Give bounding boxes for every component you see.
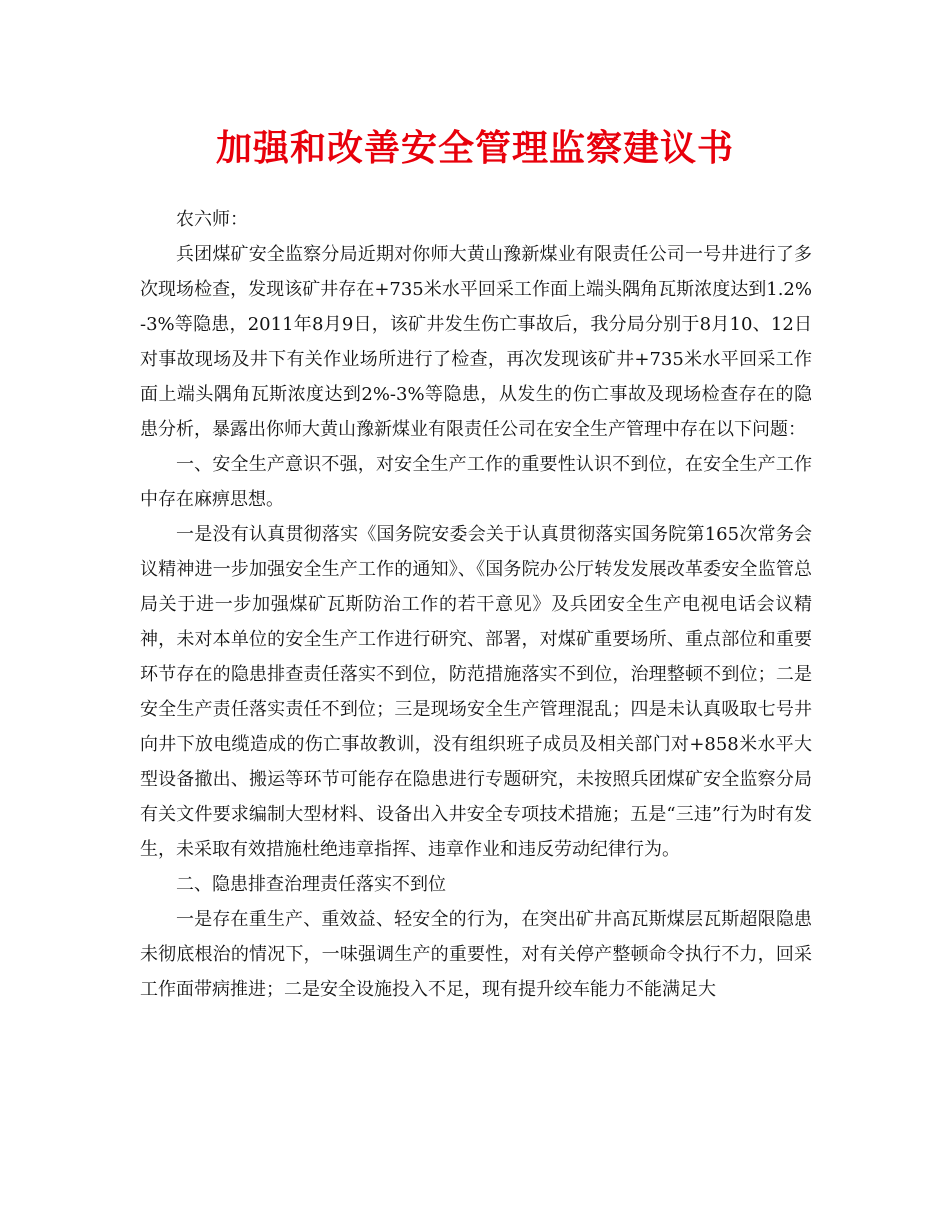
document-body bbox=[140, 202, 812, 1007]
paragraph-heading-two: 二、隐患排查治理责任落实不到位 bbox=[176, 874, 446, 895]
paragraph-intro: 兵团煤矿安全监察分局近期对你师大黄山豫新煤业有限责任公司一号井进行了多次现场检查，发现该矿井存在+735米水平回采工作面上端头隅角瓦斯浓度达到1.2%-3%等隐患，2011年8月9日，该矿井发生伤亡事故后，我分局分别于8月10、12日对事故现场及井下有关作业场所进行了检查，再次发现该矿井+735米水平回采工作面上端头隅角瓦斯浓度达到2%-3%等隐患，从发生的伤亡事故及现场检查存在的隐患分析，暴露出你师大黄山豫新煤业有限责任公司在安全生产管理中存在以下问题： bbox=[140, 244, 812, 440]
document-title: 加强和改善安全管理监察建议书 bbox=[215, 127, 734, 169]
paragraph-issues-one: 一是没有认真贯彻落实《国务院安委会关于认真贯彻落实国务院第165次常务会议精神进一步加强安全生产工作的通知》、《国务院办公厅转发发展改革委安全监管总局关于进一步加强煤矿瓦斯防治工作的若干意见》及兵团安全生产电视电话会议精神，未对本单位的安全生产工作进行研究、部署，对煤矿重要场所、重点部位和重要环节存在的隐患排查责任落实不到位，防范措施落实不到位，治理整顿不到位；二是安全生产责任落实责任不到位；三是现场安全生产管理混乱；四是未认真吸取七号井向井下放电缆造成的伤亡事故教训，没有组织班子成员及相关部门对+858米水平大型设备撤出、搬运等环节可能存在隐患进行专题研究，未按照兵团煤矿安全监察分局有关文件要求编制大型材料、设备出入井安全专项技术措施；五是“三违”行为时有发生，未采取有效措施杜绝违章指挥、违章作业和违反劳动纪律行为。 bbox=[140, 524, 812, 860]
paragraph-heading-one: 一、安全生产意识不强，对安全生产工作的重要性认识不到位，在安全生产工作中存在麻痹思想。 bbox=[140, 454, 812, 510]
salutation: 农六师： bbox=[176, 209, 248, 230]
paragraph-issues-two: 一是存在重生产、重效益、轻安全的行为，在突出矿井高瓦斯煤层瓦斯超限隐患未彻底根治的情况下，一味强调生产的重要性，对有关停产整顿命令执行不力，回采工作面带病推进；二是安全设施投入不足，现有提升绞车能力不能满足大 bbox=[140, 909, 812, 1000]
